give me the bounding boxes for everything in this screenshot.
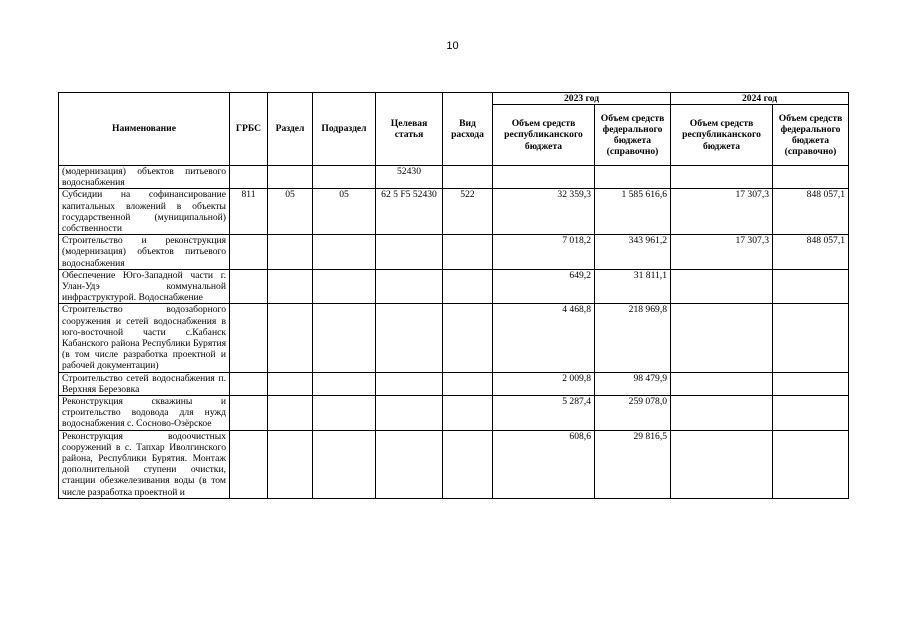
cell-razdel (268, 430, 313, 498)
cell-podrazdel: 05 (313, 189, 376, 235)
cell-celevaya (376, 430, 443, 498)
cell-name: Строительство водозаборного сооружения и сетей водоснабжения в юго-восточной части с.Кабанск Кабанского района Республики Бурятия (в том числе разработка проектной и рабочей документации) (59, 304, 230, 372)
cell-grbs (230, 166, 268, 189)
cell-fed-2024 (773, 166, 849, 189)
col-header-fed-2023: Объем средств федерального бюджета (справочно) (595, 105, 671, 166)
cell-podrazdel (313, 430, 376, 498)
table-row (59, 430, 849, 498)
cell-fed-2023: 29 816,5 (595, 430, 671, 498)
cell-fed-2023: 1 585 616,6 (595, 189, 671, 235)
cell-celevaya: 52430 (376, 166, 443, 189)
cell-fed-2023: 343 961,2 (595, 235, 671, 270)
col-header-grbs: ГРБС (230, 93, 268, 166)
cell-razdel (268, 235, 313, 270)
cell-celevaya: 62 5 F5 52430 (376, 189, 443, 235)
col-header-razdel: Раздел (268, 93, 313, 166)
cell-rep-2024 (671, 269, 773, 304)
cell-rep-2023: 2 009,8 (493, 372, 595, 395)
cell-vid (443, 235, 493, 270)
col-header-vid: Вид расхода (443, 93, 493, 166)
cell-rep-2024 (671, 166, 773, 189)
cell-name: Реконструкция водоочистных сооружений в с. Тапхар Иволгинского района, Республики Бурятия. Монтаж дополнительной ступени очистки, станции обезжелезивания воды (в том числе разработка проектной и (59, 430, 230, 498)
cell-fed-2024 (773, 430, 849, 498)
cell-razdel (268, 372, 313, 395)
cell-grbs (230, 235, 268, 270)
cell-rep-2024 (671, 396, 773, 431)
cell-razdel (268, 269, 313, 304)
table-row (59, 235, 849, 270)
cell-vid (443, 430, 493, 498)
cell-rep-2024 (671, 430, 773, 498)
cell-fed-2023: 259 078,0 (595, 396, 671, 431)
cell-fed-2024 (773, 396, 849, 431)
cell-podrazdel (313, 372, 376, 395)
col-header-celevaya: Целевая статья (376, 93, 443, 166)
cell-fed-2024 (773, 372, 849, 395)
col-header-fed-2024: Объем средств федерального бюджета (справочно) (773, 105, 849, 166)
col-header-name: Наименование (59, 93, 230, 166)
cell-vid (443, 396, 493, 431)
cell-podrazdel (313, 269, 376, 304)
cell-rep-2023 (493, 166, 595, 189)
cell-rep-2023: 32 359,3 (493, 189, 595, 235)
cell-name: Строительство и реконструкция (модернизация) объектов питьевого водоснабжения (59, 235, 230, 270)
cell-fed-2024: 848 057,1 (773, 189, 849, 235)
cell-fed-2024 (773, 304, 849, 372)
col-header-podrazdel: Подраздел (313, 93, 376, 166)
cell-grbs (230, 372, 268, 395)
cell-name: (модернизация) объектов питьевого водоснабжения (59, 166, 230, 189)
cell-rep-2023: 5 287,4 (493, 396, 595, 431)
budget-table (58, 92, 849, 499)
cell-celevaya (376, 269, 443, 304)
cell-name: Субсидии на софинансирование капитальных вложений в объекты государственной (муниципальной) собственности (59, 189, 230, 235)
cell-grbs (230, 304, 268, 372)
cell-celevaya (376, 372, 443, 395)
cell-fed-2023: 218 969,8 (595, 304, 671, 372)
cell-grbs (230, 269, 268, 304)
col-header-year-2024: 2024 год (671, 93, 849, 105)
cell-rep-2024 (671, 304, 773, 372)
cell-rep-2024: 17 307,3 (671, 235, 773, 270)
cell-rep-2023: 608,6 (493, 430, 595, 498)
cell-vid (443, 269, 493, 304)
cell-razdel: 05 (268, 189, 313, 235)
cell-fed-2024 (773, 269, 849, 304)
cell-vid (443, 304, 493, 372)
cell-fed-2024: 848 057,1 (773, 235, 849, 270)
cell-podrazdel (313, 304, 376, 372)
cell-razdel (268, 396, 313, 431)
page-number: 10 (446, 40, 459, 52)
col-header-rep-2024: Объем средств республиканского бюджета (671, 105, 773, 166)
cell-rep-2024: 17 307,3 (671, 189, 773, 235)
cell-rep-2023: 649,2 (493, 269, 595, 304)
table-row (59, 189, 849, 235)
table-row (59, 396, 849, 431)
cell-name: Обеспечение Юго-Западной части г. Улан-Удэ коммунальной инфраструктурой. Водоснабжение (59, 269, 230, 304)
cell-podrazdel (313, 166, 376, 189)
cell-celevaya (376, 396, 443, 431)
cell-grbs (230, 430, 268, 498)
cell-celevaya (376, 235, 443, 270)
col-header-rep-2023: Объем средств республиканского бюджета (493, 105, 595, 166)
cell-fed-2023 (595, 166, 671, 189)
cell-podrazdel (313, 396, 376, 431)
header-row-years (59, 93, 849, 105)
cell-name: Реконструкция скважины и строительство водовода для нужд водоснабжения с. Сосново-Озёрское (59, 396, 230, 431)
cell-vid (443, 166, 493, 189)
cell-razdel (268, 304, 313, 372)
cell-grbs: 811 (230, 189, 268, 235)
table-row (59, 372, 849, 395)
cell-grbs (230, 396, 268, 431)
cell-vid: 522 (443, 189, 493, 235)
cell-fed-2023: 31 811,1 (595, 269, 671, 304)
table-row (59, 166, 849, 189)
cell-vid (443, 372, 493, 395)
cell-rep-2024 (671, 372, 773, 395)
table-row (59, 304, 849, 372)
table-row (59, 269, 849, 304)
col-header-year-2023: 2023 год (493, 93, 671, 105)
cell-rep-2023: 4 468,8 (493, 304, 595, 372)
cell-name: Строительство сетей водоснабжения п. Верхняя Березовка (59, 372, 230, 395)
cell-podrazdel (313, 235, 376, 270)
cell-fed-2023: 98 479,9 (595, 372, 671, 395)
cell-rep-2023: 7 018,2 (493, 235, 595, 270)
cell-razdel (268, 166, 313, 189)
cell-celevaya (376, 304, 443, 372)
